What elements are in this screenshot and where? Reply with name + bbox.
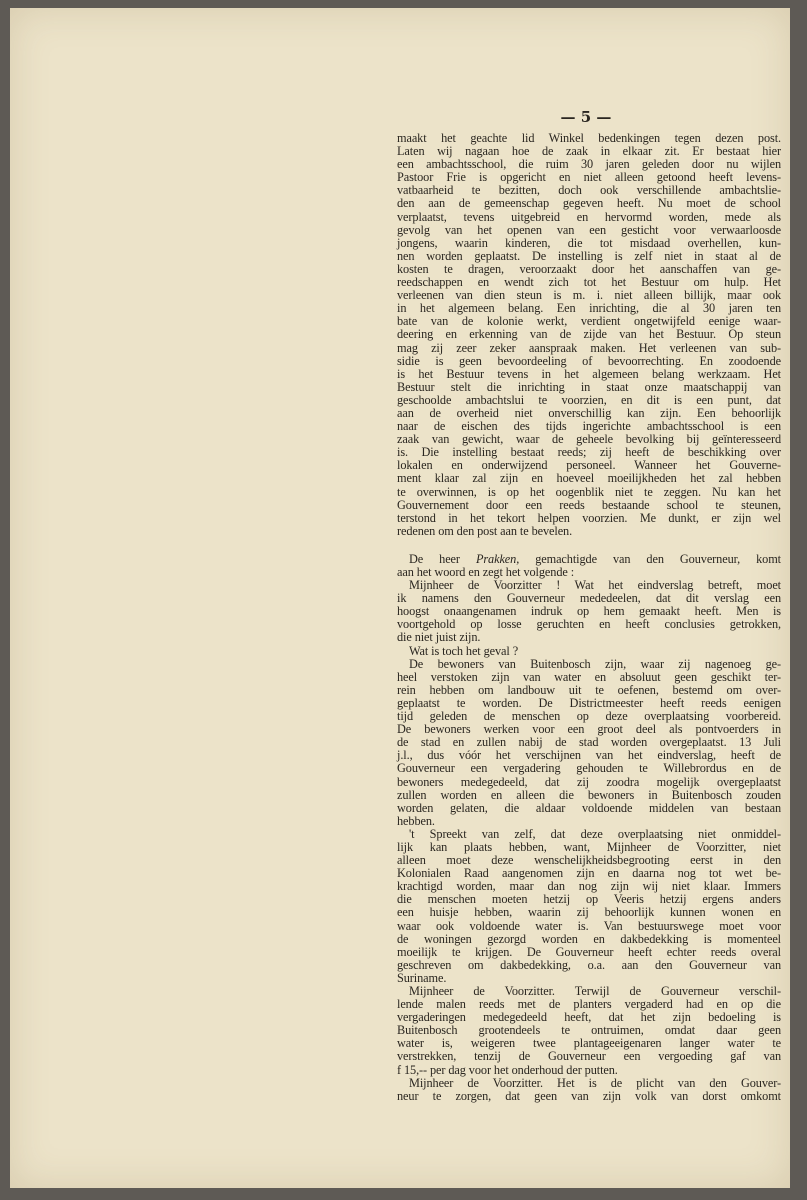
text-line: Gouverneur een vergadering gehouden te Willebrordus en de <box>397 761 781 776</box>
text-line: geplaatst te worden. De Districtmeester heeft reeds eenigen <box>397 695 781 710</box>
text-line: waar ook voldoende water is. Van bestuurswege moet voor <box>397 918 781 933</box>
text-line: verplaatst, tevens uitgebreid en hervormd worden, mede als <box>397 209 781 224</box>
text-line: een huisje hebben, waarin zij behoorlijk kunnen wonen en <box>397 905 781 920</box>
text-line: ik namens den Gouverneur mededeelen, dat dit verslag een <box>397 591 781 606</box>
text-line: nen worden geplaatst. De instelling is zelf niet in staat al de <box>397 248 781 263</box>
text-line: mag zij zeer zeker aanspraak maken. Het verleenen van sub- <box>397 340 781 355</box>
speaker-name: Prakken, <box>475 551 520 566</box>
text-line: deering en erkenning van de zijde van het Bestuur. Op steun <box>397 327 781 342</box>
text-line: Pastoor Frie is opgericht en niet alleen getoond heeft levens- <box>397 170 781 185</box>
text-line: geschoolde ambachtslui te voorzien, en dit is een punt, dat <box>397 392 781 407</box>
text-line: lijk kan plaats hebben, want, Mijnheer de Voorzitter, niet <box>397 839 781 854</box>
paragraph-plicht <box>397 1077 781 1103</box>
text-line: Suriname. <box>397 970 447 985</box>
text-line: Laten wij nagaan hoe de zaak in elkaar zit. Er bestaat hier <box>397 144 781 159</box>
text-line: Buitenbosch grootendeels te ontruimen, omdat daar geen <box>397 1023 781 1038</box>
text-line: 't Spreekt van zelf, dat deze overplaatsing niet onmiddel- <box>409 826 781 841</box>
text-line: water is, weigeren twee plantageeigenaren langer water te <box>397 1036 781 1051</box>
text-line: aan de overheid niet onverschillig kan zijn. Een behoorlijk <box>397 405 781 420</box>
text-line: neur te zorgen, dat geen van zijn volk van dorst omkomt <box>397 1088 781 1103</box>
page-number: — 5 — <box>560 108 612 126</box>
text-line: zaak van gewicht, waar de geheele bevolking bij geïnteresseerd <box>397 432 781 447</box>
text-line: in het algemeen belang. Een inrichting, die al 30 jaren ten <box>397 301 781 316</box>
text-line: vatbaarheid te bezitten, doch ook verschillende ambachtslie- <box>397 183 781 198</box>
text-line: Kolonialen Raad aangenomen zijn en daarna nog tot wet be- <box>397 866 781 881</box>
text-line: verstrekken, tenzij de Gouverneur een vergoeding gaf van <box>397 1049 781 1064</box>
text-line: naar de eischen des tijds ingerichte ambachtsschool is een <box>397 419 781 434</box>
intro-line-2: aan het woord en zegt het volgende : <box>397 565 575 579</box>
text-line: bewoners medegedeeld, dat zij zoodra mogelijk overgeplaatst <box>397 774 781 789</box>
intro-line: De heer Prakken, gemachtigde van den Gouverneur, komt <box>409 551 781 566</box>
text-line: is het Bestuur tevens in het algemeen belang werkzaam. Het <box>397 366 781 381</box>
paragraph-overplaatsing <box>397 828 781 985</box>
text-line: zullen worden en alleen die bewoners in Buitenbosch zouden <box>397 787 781 802</box>
body-text <box>397 132 781 1103</box>
text-line: hoogst onaangenamen indruk op hem gemaakt heeft. Men is <box>397 604 781 619</box>
text-line: lokalen en onderwijzend personeel. Wanneer het Gouverne- <box>397 458 781 473</box>
text-line: redenen om den post aan te bevelen. <box>397 523 573 538</box>
text-line: Mijnheer de Voorzitter. Terwijl de Gouverneur verschil- <box>409 984 781 998</box>
text-line: geschreven om dakbedekking, o.a. aan den Gouverneur van <box>397 957 781 972</box>
text-line: j.l., dus vóór het verschijnen van het eindverslag, heeft de <box>397 748 781 763</box>
text-line: alleen moet deze wenschelijkheidsbegrooting eerst in den <box>397 853 781 868</box>
text-line: te overwinnen, is op het oogenblik niet te zeggen. Nu kan het <box>397 484 781 499</box>
paragraph-planters <box>397 985 781 1077</box>
text-line: verleenen van dien steun is m. i. niet alleen billijk, maar ook <box>397 288 781 303</box>
text-line: krachtigd worden, maar dan nog zijn wij niet klaar. Immers <box>397 879 781 894</box>
text-line: moeilijk te krijgen. De Gouverneur heeft echter reeds overal <box>397 944 781 959</box>
document-page <box>10 8 790 1188</box>
text-line: lende malen reeds met de planters vergaderd had en op die <box>397 997 781 1012</box>
text-line: vergaderingen medegedeeld heeft, dat het zijn bedoeling is <box>397 1010 781 1025</box>
text-line: sidie is geen bevoordeeling of bevoorrechting. En zoodoende <box>397 353 781 368</box>
text-line: gevolg van het openen van een gesticht voor verwaarloosde <box>397 222 781 237</box>
paragraph-prakken-intro <box>397 553 781 579</box>
text-line: bate van de kolonie werkt, verdient ongetwijfeld eenige waar- <box>397 314 781 329</box>
text-line: die niet juist zijn. <box>397 630 481 645</box>
paragraph-question: Wat is toch het geval ? <box>409 643 519 658</box>
text-line: heel verstoken zijn van water en absoluut geen geschikt ter- <box>397 669 781 684</box>
text-line: de stad en zullen nabij de stad worden overgeplaatst. 13 Juli <box>397 735 781 750</box>
text-line: reedschappen en wendt zich tot het Bestuur om hulp. Het <box>397 275 781 290</box>
text-line: rein hebben om landbouw uit te oefenen, bestemd om over- <box>397 682 781 697</box>
text-line: f 15,-- per dag voor het onderhoud der putten. <box>397 1062 618 1077</box>
paragraph-buitenbosch <box>397 658 781 828</box>
text-line: een ambachtsschool, die ruim 30 jaren geleden door nu wijlen <box>397 157 781 172</box>
text-line: De bewoners van Buitenbosch zijn, waar zij nagenoeg ge- <box>409 656 781 671</box>
text-line: die menschen moeten hetzij op Veeris hetzij ergens anders <box>397 892 781 907</box>
text-line: ment klaar zal zijn en hoeveel moeilijkheden het zal hebben <box>397 471 781 486</box>
text-line: tijd geleden de menschen op deze overplaatsing voorbereid. <box>397 709 781 724</box>
text-line: is. Die instelling bestaat reeds; zij heeft de beschikking over <box>397 445 781 460</box>
text-line: Bestuur stelt die inrichting in staat onze maatschappij van <box>397 379 781 394</box>
paragraph-eindverslag <box>397 579 781 644</box>
paragraph-ambachtsschool <box>397 132 781 538</box>
text-line: Mijnheer de Voorzitter ! Wat het eindverslag betreft, moet <box>409 578 781 593</box>
text-line: voortgehold op losse geruchten en heeft conclusies getrokken, <box>397 617 781 632</box>
text-line: terstond in het tekort helpen voorzien. Me dunkt, er zijn wel <box>397 510 781 525</box>
text-line: de woningen gezorgd worden en dakbedekking is momenteel <box>397 931 781 946</box>
text-line: kosten te dragen, veroorzaakt door het aanschaffen van ge- <box>397 261 781 276</box>
text-line: De bewoners werken voor een groot deel als pontvoerders in <box>397 722 781 737</box>
text-line: Mijnheer de Voorzitter. Het is de plicht van den Gouver- <box>409 1075 781 1090</box>
text-line: jongens, waarin kinderen, die tot misdaad overhellen, kun- <box>397 235 781 250</box>
text-line: hebben. <box>397 813 435 828</box>
text-line: Gouvernement door een reeds bestaande school te steunen, <box>397 497 781 512</box>
text-line: worden gelaten, die aldaar voldoende middelen van bestaan <box>397 800 781 815</box>
text-line: maakt het geachte lid Winkel bedenkingen tegen dezen post. <box>397 131 781 145</box>
text-line: den aan de gemeenschap gegeven heeft. Nu moet de school <box>397 196 781 211</box>
